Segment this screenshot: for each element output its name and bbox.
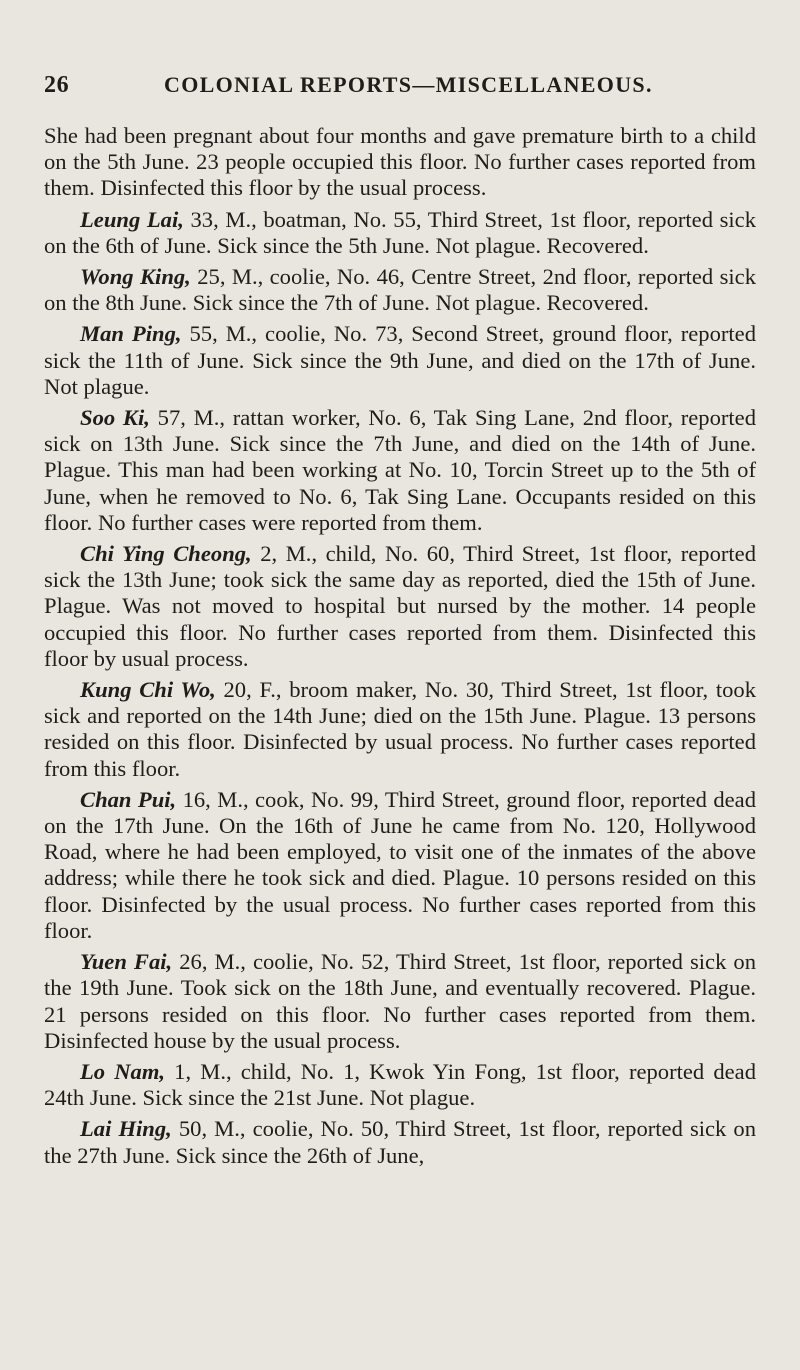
- report-body: [44, 123, 756, 1169]
- paragraph-text: 20, F., broom maker, No. 30, Third Street, 1st floor, took sick and reported on the 14th June; died on the 15th June. Plague. 13 persons resided on this floor. Disinfected by usual process. No further cases reported from this floor.: [44, 677, 756, 781]
- case-entry-leung-lai: [44, 207, 756, 259]
- paragraph-text: 26, M., coolie, No. 52, Third Street, 1st floor, reported sick on the 19th June. Took sick on the 18th June, and eventually recovered. Plague. 21 persons resided on this floor. No further cases reported from them. Disinfected house by the usual process.: [44, 949, 756, 1053]
- paragraph-text: 55, M., coolie, No. 73, Second Street, ground floor, reported sick the 11th of June. Sick since the 9th June, and died on the 17th of June. Not plague.: [44, 321, 756, 399]
- person-name: Man Ping,: [80, 321, 182, 347]
- person-name: Yuen Fai,: [80, 949, 173, 975]
- paragraph-text: 16, M., cook, No. 99, Third Street, ground floor, reported dead on the 17th June. On the 16th of June he came from No. 120, Hollywood Road, where he had been employed, to visit one of the inmates of the above address; while there he took sick and died. Plague. 10 persons resided on this floor. Disinfected by the usual process. No further cases reported from this floor.: [44, 786, 756, 943]
- paragraph-text: 1, M., child, No. 1, Kwok Yin Fong, 1st floor, reported dead 24th June. Sick since the 21st June. Not plague.: [44, 1058, 756, 1111]
- paragraph-text: She had been pregnant about four months and gave premature birth to a child on the 5th June. 23 people occupied this floor. No further cases reported from them. Disinfected this floor by the usual process.: [44, 123, 756, 201]
- person-name: Chi Ying Cheong,: [80, 541, 252, 567]
- paragraph-text: 2, M., child, No. 60, Third Street, 1st floor, reported sick the 13th June; took sick the same day as reported, died the 15th of June. Plague. Was not moved to hospital but nursed by the mother. 14 people occupied this floor. No further cases reported from them. Disinfected this floor by usual process.: [44, 541, 756, 671]
- paragraph-text: 57, M., rattan worker, No. 6, Tak Sing Lane, 2nd floor, reported sick on 13th June. Sick since the 7th June, and died on the 14th of June. Plague. This man had been working at No. 10, Torcin Street up to the 5th of June, when he removed to No. 6, Tak Sing Lane. Occupants resided on this floor. No further cases were reported from them.: [44, 405, 756, 535]
- person-name: Kung Chi Wo,: [80, 677, 216, 703]
- person-name: Soo Ki,: [80, 405, 150, 431]
- case-entry-chan-pui: [44, 787, 756, 944]
- case-entry-kung-chi-wo: [44, 677, 756, 782]
- person-name: Lai Hing,: [80, 1116, 172, 1142]
- case-entry-lai-hing: [44, 1116, 756, 1168]
- running-head: [44, 72, 756, 99]
- person-name: Lo Nam,: [80, 1058, 166, 1084]
- case-entry-chi-ying-cheong: [44, 541, 756, 672]
- case-entry-soo-ki: [44, 405, 756, 536]
- case-entry-wong-king: [44, 264, 756, 316]
- case-entry-yuen-fai: [44, 949, 756, 1054]
- case-entry-man-ping: [44, 321, 756, 400]
- running-title: COLONIAL REPORTS—MISCELLANEOUS.: [164, 72, 653, 97]
- paragraph-text: 33, M., boatman, No. 55, Third Street, 1st floor, reported sick on the 6th of June. Sick since the 5th June. Not plague. Recovered.: [44, 206, 756, 258]
- case-entry-lo-nam: [44, 1059, 756, 1111]
- person-name: Wong King,: [80, 264, 191, 290]
- person-name: Chan Pui,: [80, 786, 177, 812]
- page-number: 26: [44, 72, 70, 98]
- paragraph-text: 25, M., coolie, No. 46, Centre Street, 2nd floor, reported sick on the 8th June. Sick since the 7th of June. Not plague. Recovered.: [44, 264, 756, 316]
- paragraph-text: 50, M., coolie, No. 50, Third Street, 1st floor, reported sick on the 27th June. Sick since the 26th of June,: [44, 1116, 756, 1168]
- paragraph-continuation: [44, 123, 756, 202]
- person-name: Leung Lai,: [80, 206, 184, 232]
